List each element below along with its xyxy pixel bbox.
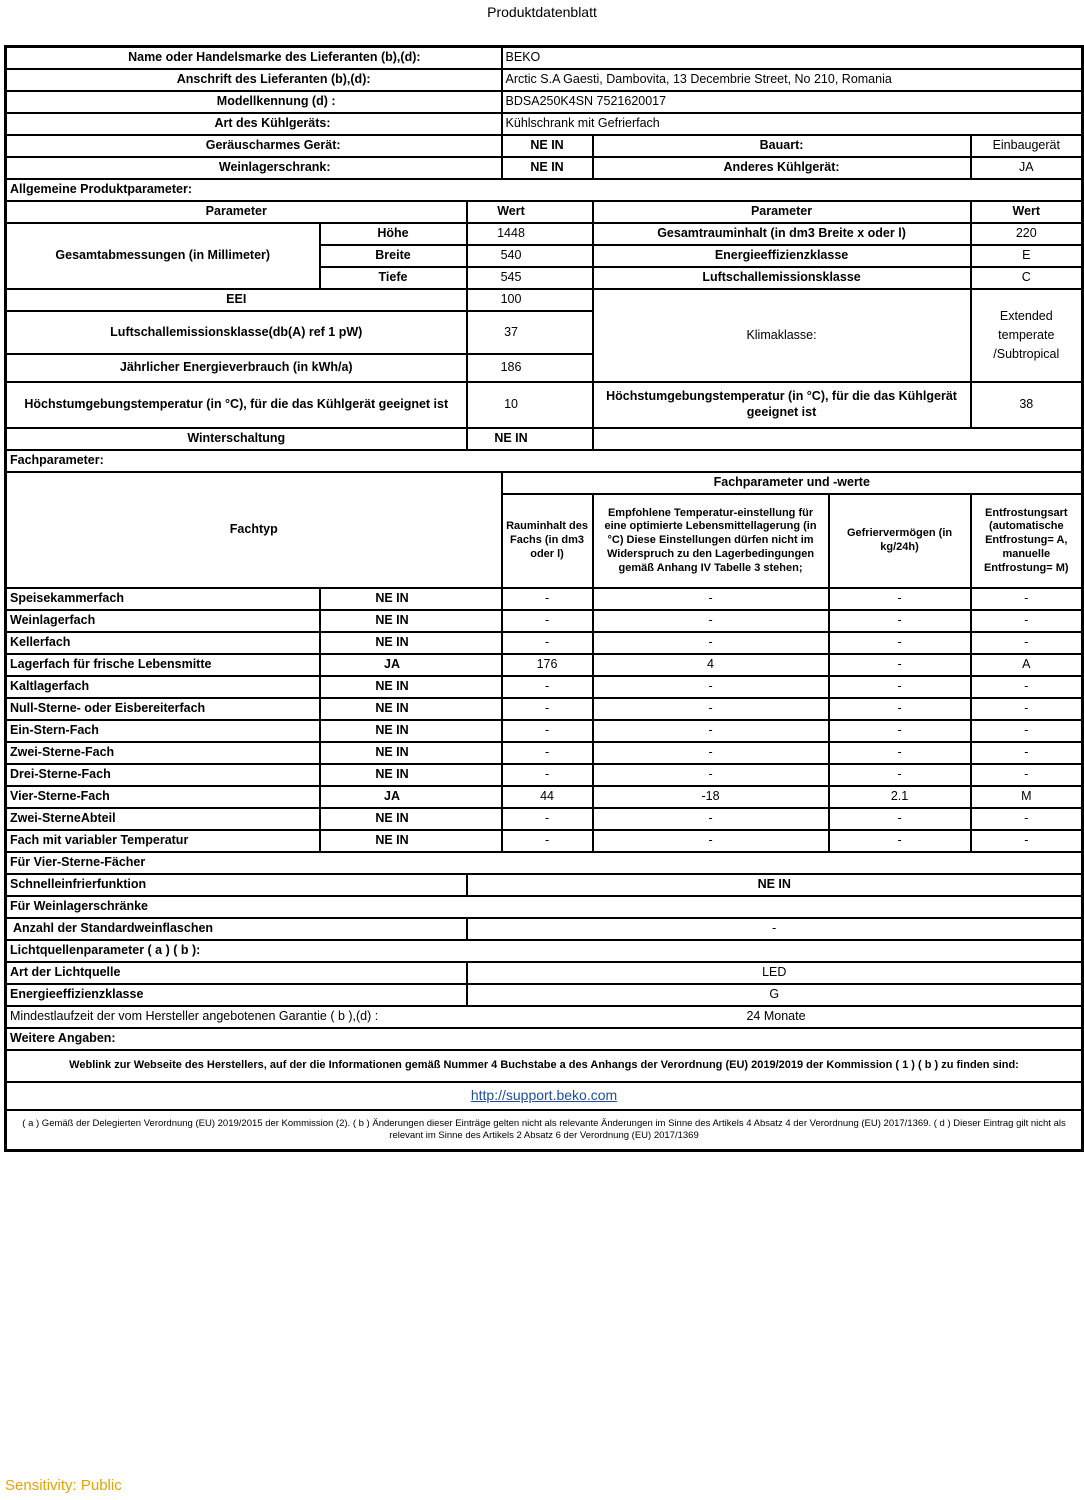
- dimensions-label: Gesamtabmessungen (in Millimeter): [6, 223, 320, 289]
- compartment-defrost: M: [971, 786, 1083, 808]
- value-header-2: Wert: [971, 201, 1083, 223]
- bottles-label: Anzahl der Standardweinflaschen: [6, 918, 467, 940]
- compartment-name: Kellerfach: [6, 632, 320, 654]
- compartment-volume: -: [502, 742, 593, 764]
- more-info-label: Weitere Angaben:: [6, 1028, 1083, 1050]
- compartment-name: Lagerfach für frische Lebensmitte: [6, 654, 320, 676]
- appliance-type-value: Kühlschrank mit Gefrierfach: [502, 113, 1083, 135]
- compartment-row: [6, 698, 1083, 720]
- support-weblink[interactable]: http://support.beko.com: [470, 1087, 618, 1104]
- other-appliance-label: Anderes Kühlgerät:: [593, 157, 971, 179]
- compartment-row: [6, 676, 1083, 698]
- compartment-volume: -: [502, 676, 593, 698]
- general-section-label: Allgemeine Produktparameter:: [6, 179, 1083, 201]
- climate-value: Extended temperate /Subtropical: [971, 289, 1083, 382]
- compartment-volume: -: [502, 632, 593, 654]
- depth-value: 545: [467, 267, 593, 289]
- compartment-name: Vier-Sterne-Fach: [6, 786, 320, 808]
- col-freeze-header: Gefriervermögen (in kg/24h): [829, 494, 971, 588]
- compartment-group-header: Fachparameter und -werte: [502, 472, 1083, 494]
- annual-consumption-label: Jährlicher Energieverbrauch (in kWh/a): [6, 354, 467, 382]
- compartment-name: Zwei-Sterne-Fach: [6, 742, 320, 764]
- supplier-name-value: BEKO: [502, 47, 1083, 70]
- light-type-label: Art der Lichtquelle: [6, 962, 467, 984]
- compartment-row: [6, 632, 1083, 654]
- compartment-name: Drei-Sterne-Fach: [6, 764, 320, 786]
- weblink-label: Weblink zur Webseite des Herstellers, auf der die Informationen gemäß Nummer 4 Buchstabe a des Anhangs der Verordnung (EU) 2019/2019 der Kommission ( 1 ) ( b ) zu finden sind:: [6, 1050, 1083, 1082]
- compartment-temp: -: [593, 610, 829, 632]
- compartment-freeze: -: [829, 632, 971, 654]
- compartment-defrost: -: [971, 676, 1083, 698]
- value-header: Wert: [467, 201, 593, 223]
- compartment-volume: -: [502, 698, 593, 720]
- compartment-temp: -: [593, 698, 829, 720]
- wine-section-label: Für Weinlagerschränke: [6, 896, 1083, 918]
- compartment-defrost: -: [971, 830, 1083, 852]
- compartment-volume: -: [502, 720, 593, 742]
- compartment-temp: -: [593, 588, 829, 610]
- compartment-freeze: -: [829, 654, 971, 676]
- model-value: BDSA250K4SN 7521620017: [502, 91, 1083, 113]
- low-noise-value: NE IN: [502, 135, 593, 157]
- warranty-value: 24 Monate: [746, 1009, 806, 1024]
- document-title: Produktdatenblatt: [487, 4, 597, 20]
- energy-class-label: Energieeffizienzklasse: [593, 245, 971, 267]
- compartment-temp: -: [593, 676, 829, 698]
- compartment-temp: -: [593, 764, 829, 786]
- compartment-present: JA: [320, 786, 502, 808]
- design-label: Bauart:: [593, 135, 971, 157]
- compartment-rows: [6, 588, 1083, 852]
- compartment-defrost: -: [971, 808, 1083, 830]
- noise-db-value: 37: [467, 311, 593, 354]
- max-ambient-temp-value: 38: [971, 382, 1083, 428]
- winter-switch-label: Winterschaltung: [6, 428, 467, 450]
- col-temp-header: Empfohlene Temperatur-einstellung für eine optimierte Lebensmittellagerung (in °C) Diese Einstellungen dürfen nicht im Widerspruch zu den Lagerbedingungen gemäß Anhang IV Tabelle 3 stehen;: [593, 494, 829, 588]
- compartment-temp: -18: [593, 786, 829, 808]
- supplier-address-value: Arctic S.A Gaesti, Dambovita, 13 Decembrie Street, No 210, Romania: [502, 69, 1083, 91]
- compartment-row: [6, 610, 1083, 632]
- compartment-defrost: -: [971, 764, 1083, 786]
- compartment-name: Fach mit variabler Temperatur: [6, 830, 320, 852]
- compartment-present: NE IN: [320, 610, 502, 632]
- compartment-volume: -: [502, 610, 593, 632]
- annual-consumption-value: 186: [467, 354, 593, 382]
- param-header: Parameter: [6, 201, 467, 223]
- warranty-row: [6, 1006, 1083, 1028]
- param-header-2: Parameter: [593, 201, 971, 223]
- compartment-row: [6, 786, 1083, 808]
- light-type-value: LED: [467, 962, 1083, 984]
- compartment-freeze: -: [829, 720, 971, 742]
- compartment-volume: 44: [502, 786, 593, 808]
- compartment-freeze: -: [829, 742, 971, 764]
- compartment-defrost: -: [971, 742, 1083, 764]
- compartment-present: NE IN: [320, 808, 502, 830]
- compartment-temp: -: [593, 830, 829, 852]
- model-label: Modellkennung (d) :: [6, 91, 502, 113]
- compartment-temp: -: [593, 720, 829, 742]
- winter-switch-empty: [593, 428, 1083, 450]
- footnote: ( a ) Gemäß der Delegierten Verordnung (EU) 2019/2015 der Kommission (2). ( b ) Änderungen dieser Einträge gelten nicht als relevante Änderungen im Sinne des Artikels 4 Absatz 4 der Verordnung (EU) 2017/1369. ( d ) Dieser Eintrag gilt nicht als relevant im Sinne des Artikels 2 Absatz 6 der Verordnung (EU) 2017/1369: [6, 1110, 1083, 1151]
- quick-freeze-label: Schnelleinfrierfunktion: [6, 874, 467, 896]
- compartment-volume: -: [502, 808, 593, 830]
- compartment-freeze: -: [829, 676, 971, 698]
- light-class-label: Energieeffizienzklasse: [6, 984, 467, 1006]
- min-ambient-temp-value: 10: [467, 382, 593, 428]
- compartment-name: Kaltlagerfach: [6, 676, 320, 698]
- other-appliance-value: JA: [971, 157, 1083, 179]
- depth-label: Tiefe: [320, 267, 467, 289]
- wine-cabinet-label: Weinlagerschrank:: [6, 157, 502, 179]
- compartment-defrost: -: [971, 720, 1083, 742]
- bottles-value: -: [467, 918, 1083, 940]
- compartment-present: NE IN: [320, 588, 502, 610]
- compartment-present: NE IN: [320, 698, 502, 720]
- width-value: 540: [467, 245, 593, 267]
- compartment-freeze: 2.1: [829, 786, 971, 808]
- compartment-name: Weinlagerfach: [6, 610, 320, 632]
- warranty-label: Mindestlaufzeit der vom Hersteller angebotenen Garantie ( b ),(d) :: [10, 1009, 379, 1024]
- compartment-present: NE IN: [320, 764, 502, 786]
- col-volume-header: Rauminhalt des Fachs (in dm3 oder l): [502, 494, 593, 588]
- climate-label: Klimaklasse:: [593, 289, 971, 382]
- compartment-present: NE IN: [320, 742, 502, 764]
- light-section-label: Lichtquellenparameter ( a ) ( b ):: [6, 940, 1083, 962]
- compartment-present: NE IN: [320, 632, 502, 654]
- height-value: 1448: [467, 223, 593, 245]
- noise-class-value: C: [971, 267, 1083, 289]
- compartment-name: Null-Sterne- oder Eisbereiterfach: [6, 698, 320, 720]
- compartment-present: NE IN: [320, 676, 502, 698]
- compartment-defrost: -: [971, 698, 1083, 720]
- wine-cabinet-value: NE IN: [502, 157, 593, 179]
- compartment-row: [6, 720, 1083, 742]
- compartment-volume: 176: [502, 654, 593, 676]
- product-data-sheet: [4, 45, 1084, 1152]
- supplier-name-label: Name oder Handelsmarke des Lieferanten (b),(d):: [6, 47, 502, 70]
- compartment-name: Speisekammerfach: [6, 588, 320, 610]
- compartment-freeze: -: [829, 764, 971, 786]
- eei-label: EEI: [6, 289, 467, 311]
- volume-value: 220: [971, 223, 1083, 245]
- compartment-temp: -: [593, 742, 829, 764]
- noise-class-label: Luftschallemissionsklasse: [593, 267, 971, 289]
- light-class-value: G: [467, 984, 1083, 1006]
- compartment-row: [6, 830, 1083, 852]
- compartment-freeze: -: [829, 830, 971, 852]
- compartment-type-header: Fachtyp: [6, 472, 502, 588]
- compartment-defrost: -: [971, 588, 1083, 610]
- compartment-row: [6, 764, 1083, 786]
- compartment-temp: 4: [593, 654, 829, 676]
- compartment-defrost: -: [971, 610, 1083, 632]
- appliance-type-label: Art des Kühlgeräts:: [6, 113, 502, 135]
- winter-switch-value: NE IN: [467, 428, 593, 450]
- compartment-present: NE IN: [320, 830, 502, 852]
- quick-freeze-value: NE IN: [467, 874, 1083, 896]
- compartment-freeze: -: [829, 610, 971, 632]
- compartment-row: [6, 654, 1083, 676]
- height-label: Höhe: [320, 223, 467, 245]
- compartment-defrost: A: [971, 654, 1083, 676]
- compartment-name: Ein-Stern-Fach: [6, 720, 320, 742]
- compartment-volume: -: [502, 588, 593, 610]
- compartment-freeze: -: [829, 808, 971, 830]
- design-value: Einbaugerät: [971, 135, 1083, 157]
- compartment-name: Zwei-SterneAbteil: [6, 808, 320, 830]
- compartment-present: JA: [320, 654, 502, 676]
- compartment-defrost: -: [971, 632, 1083, 654]
- max-ambient-temp-label: Höchstumgebungstemperatur (in °C), für die das Kühlgerät geeignet ist: [593, 382, 971, 428]
- supplier-address-label: Anschrift des Lieferanten (b),(d):: [6, 69, 502, 91]
- compartment-row: [6, 808, 1083, 830]
- col-defrost-header: Entfrostungsart (automatische Entfrostung= A, manuelle Entfrostung= M): [971, 494, 1083, 588]
- noise-db-label: Luftschallemissionsklasse(db(A) ref 1 pW): [6, 311, 467, 354]
- compartment-temp: -: [593, 808, 829, 830]
- compartment-freeze: -: [829, 588, 971, 610]
- sensitivity-label: Sensitivity: Public: [5, 1477, 122, 1494]
- width-label: Breite: [320, 245, 467, 267]
- four-star-section-label: Für Vier-Sterne-Fächer: [6, 852, 1083, 874]
- min-ambient-temp-label: Höchstumgebungstemperatur (in °C), für die das Kühlgerät geeignet ist: [6, 382, 467, 428]
- low-noise-label: Geräuscharmes Gerät:: [6, 135, 502, 157]
- compartment-row: [6, 742, 1083, 764]
- compartment-freeze: -: [829, 698, 971, 720]
- compartment-present: NE IN: [320, 720, 502, 742]
- compartment-volume: -: [502, 764, 593, 786]
- compartment-volume: -: [502, 830, 593, 852]
- volume-label: Gesamtrauminhalt (in dm3 Breite x oder l): [593, 223, 971, 245]
- energy-class-value: E: [971, 245, 1083, 267]
- compartment-section-label: Fachparameter:: [6, 450, 1083, 472]
- compartment-row: [6, 588, 1083, 610]
- compartment-temp: -: [593, 632, 829, 654]
- eei-value: 100: [467, 289, 593, 311]
